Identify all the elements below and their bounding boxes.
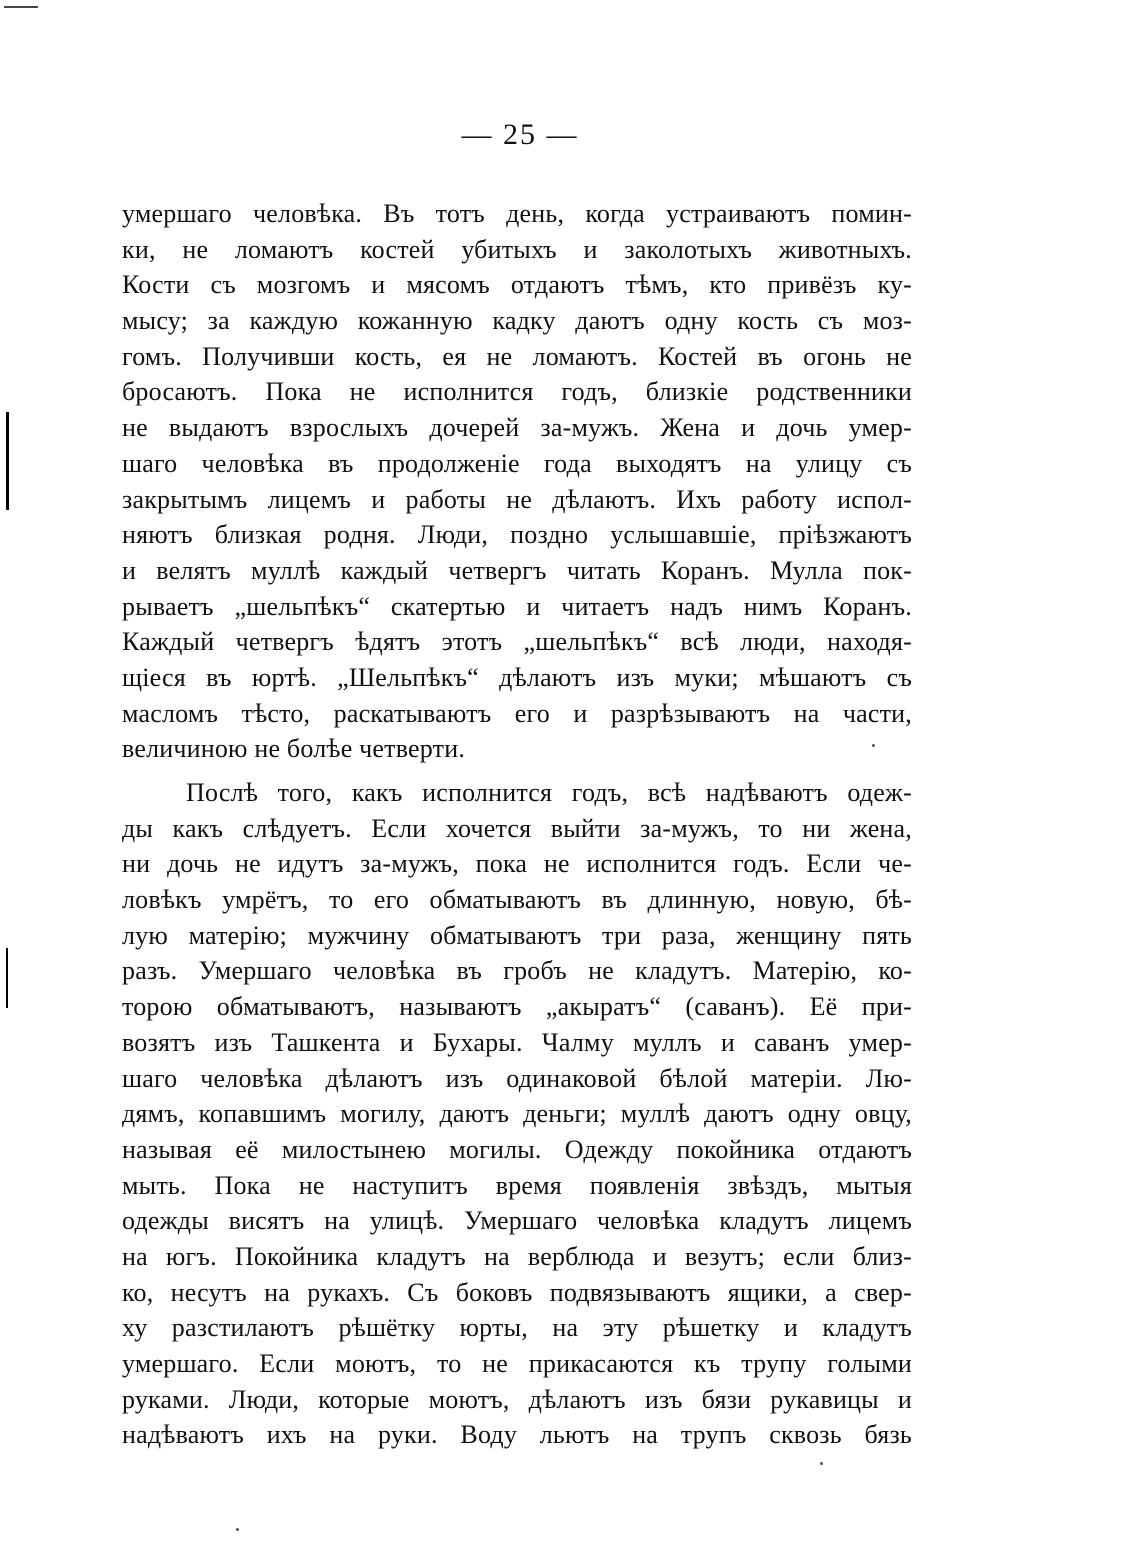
text-line: шаго человѣка въ продолженіе года выходятъ на улицу съ [122, 448, 912, 478]
text-line: закрытымъ лицемъ и работы не дѣлаютъ. Ихъ работу испол- [122, 484, 912, 514]
text-line: рываетъ „шельпѣкъ“ скатертью и читаетъ надъ нимъ Коранъ. [122, 591, 912, 621]
text-line: ко, несутъ на рукахъ. Съ боковъ подвязываютъ ящики, а свер- [122, 1277, 912, 1307]
text-line: разъ. Умершаго человѣка въ гробъ не кладутъ. Матерію, ко- [122, 956, 912, 986]
text-line: одежды висятъ на улицѣ. Умершаго человѣка кладутъ лицемъ [122, 1206, 912, 1236]
text-line: Кости съ мозгомъ и мясомъ отдаютъ тѣмъ, кто привёзъ ку- [122, 270, 912, 300]
paragraph-1 [122, 196, 912, 767]
body-text [122, 196, 912, 1453]
text-line: на югъ. Покойника кладутъ на верблюда и везутъ; если близ- [122, 1241, 912, 1271]
text-line: Послѣ того, какъ исполнится годъ, всѣ надѣваютъ одеж- [186, 778, 912, 807]
text-line: называя её милостынею могилы. Одежду покойника отдаютъ [122, 1134, 912, 1164]
text-line: масломъ тѣсто, раскатываютъ его и разрѣзываютъ на части, [122, 698, 912, 728]
text-line: возятъ изъ Ташкента и Бухары. Чалму муллъ и саванъ умер- [122, 1027, 912, 1057]
text-line: величиною не болѣе четверти. [122, 734, 466, 764]
text-line: бросаютъ. Пока не исполнится годъ, близкіе родственники [122, 377, 912, 407]
text-line: шаго человѣка дѣлаютъ изъ одинаковой бѣлой матеріи. Лю- [122, 1063, 912, 1093]
scan-corner-mark [4, 6, 38, 8]
page-number: — 25 — [461, 118, 579, 151]
text-line: дямъ, копавшимъ могилу, даютъ деньги; муллѣ даютъ одну овцу, [122, 1099, 912, 1129]
text-line: мыть. Пока не наступитъ время появленія звѣздъ, мытыя [122, 1170, 912, 1200]
text-line: лую матерію; мужчину обматываютъ три раза, женщину пять [122, 920, 912, 950]
text-line: няютъ близкая родня. Люди, поздно услышавшіе, пріѣзжаютъ [122, 520, 912, 550]
text-line: ки, не ломаютъ костей убитыхъ и заколотыхъ животныхъ. [122, 234, 912, 264]
text-line: руками. Люди, которые моютъ, дѣлаютъ изъ бязи рукавицы и [122, 1384, 912, 1414]
text-line: умершаго. Если моютъ, то не прикасаются къ трупу голыми [122, 1349, 912, 1378]
text-line: ды какъ слѣдуетъ. Если хочется выйти за-мужъ, то ни жена, [122, 813, 912, 843]
text-line: Каждый четвергъ ѣдятъ этотъ „шельпѣкъ“ всѣ люди, находя- [122, 627, 912, 657]
scan-speck [872, 744, 875, 747]
text-line: мысу; за каждую кожанную кадку даютъ одну кость съ моз- [122, 306, 912, 336]
paragraph-gap [122, 767, 912, 775]
text-line: и велятъ муллѣ каждый четвергъ читать Коранъ. Мулла пок- [122, 555, 912, 585]
text-line: ни дочь не идутъ за-мужъ, пока не исполнится годъ. Если че- [122, 849, 912, 879]
scan-speck [236, 1528, 239, 1531]
text-line: гомъ. Получивши кость, ея не ломаютъ. Костей въ огонь не [122, 341, 912, 371]
text-line: умершаго человѣка. Въ тотъ день, когда устраиваютъ помин- [122, 199, 912, 228]
text-line: ловѣкъ умрётъ, то его обматываютъ въ длинную, новую, бѣ- [122, 885, 912, 915]
paragraph-2 [122, 775, 912, 1453]
scan-speck [820, 1462, 823, 1465]
margin-line-upper [6, 412, 9, 510]
text-line: не выдаютъ взрослыхъ дочерей за-мужъ. Жена и дочь умер- [122, 413, 912, 443]
text-line: надѣваютъ ихъ на руки. Воду льютъ на трупъ сквозь бязь [122, 1420, 912, 1450]
text-line: торою обматываютъ, называютъ „акыратъ“ (саванъ). Её при- [122, 992, 912, 1022]
margin-line-lower [6, 948, 8, 1008]
text-line: ху разстилаютъ рѣшётку юрты, на эту рѣшетку и кладутъ [122, 1313, 912, 1343]
text-line: щіеся въ юртѣ. „Шельпѣкъ“ дѣлаютъ изъ муки; мѣшаютъ съ [122, 662, 912, 692]
